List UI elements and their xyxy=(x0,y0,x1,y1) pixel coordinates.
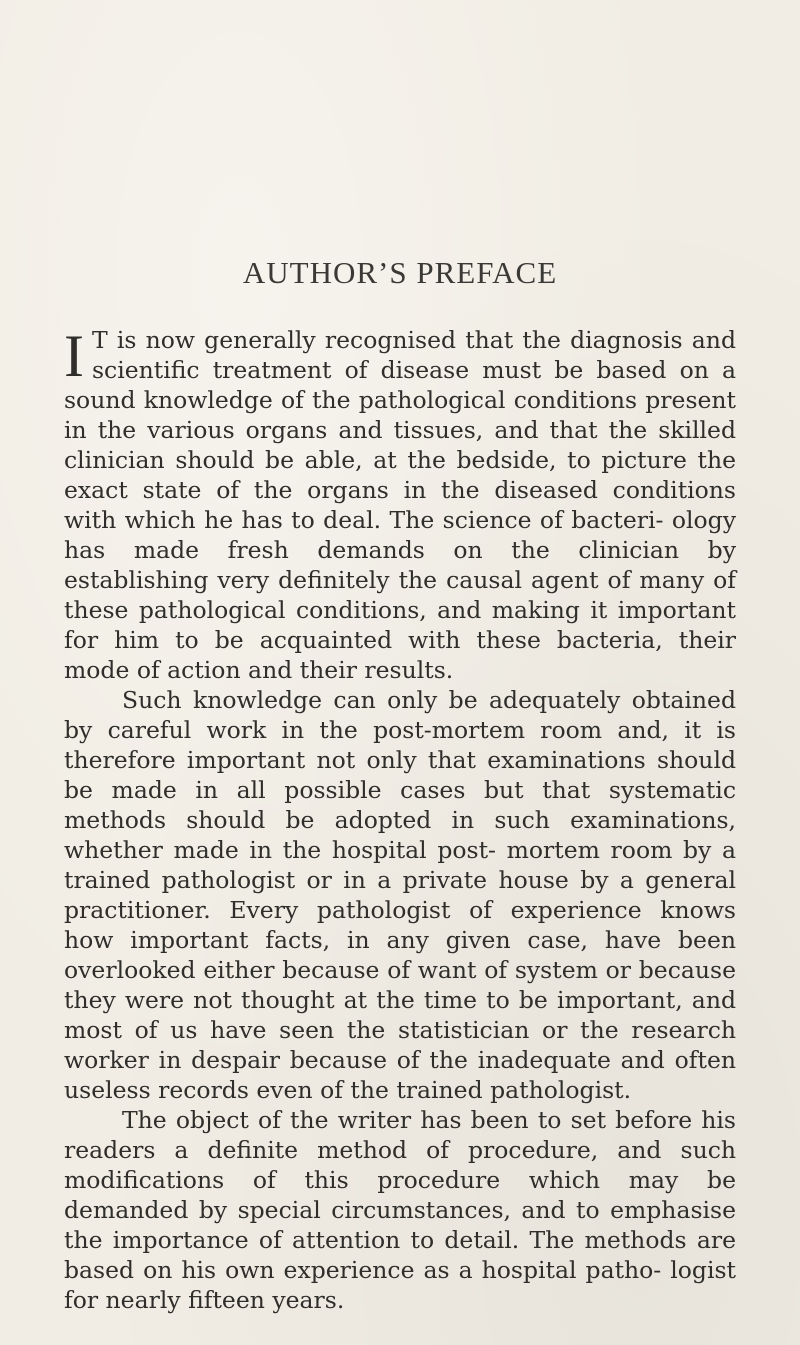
preface-body xyxy=(64,325,736,1315)
page-title: AUTHOR’S PREFACE xyxy=(242,255,558,290)
paragraph-1-text: T is now generally recognised that the diagnosis and scientific treatment of disease must be based on a sound knowledge of the pathological conditions present in the various organs and tissues, and that the skilled clinician should be able, at the bedside, to picture the exact state of the organs in the diseased conditions with which he has to deal. The science of bacteri- ology has made fresh demands on the clinician by establishing very definitely the causal agent of many of these pathological conditions, and making it important for him to be acquainted with these bacteria, their mode of action and their results. xyxy=(64,326,736,684)
drop-cap: I xyxy=(64,323,84,389)
paragraph-3: The object of the writer has been to set before his readers a definite method of procedure, and such modifications of this procedure which may be demanded by special circumstances, and to emphasise the importance of attention to detail. The methods are based on his own experience as a hospital patho- logist for nearly fifteen years. xyxy=(64,1106,736,1314)
paragraph-1 xyxy=(64,325,736,685)
paragraph-2: Such knowledge can only be adequately obtained by careful work in the post-mortem room and, it is therefore important not only that examinations should be made in all possible cases but that systematic methods should be adopted in such examinations, whether made in the hospital post- mortem room by a trained pathologist or in a private house by a general practitioner. Every pathologist of experience knows how important facts, in any given case, have been overlooked either because of want of system or because they were not thought at the time to be important, and most of us have seen the statistician or the research worker in despair because of the inadequate and often useless records even of the trained pathologist. xyxy=(64,686,736,1104)
